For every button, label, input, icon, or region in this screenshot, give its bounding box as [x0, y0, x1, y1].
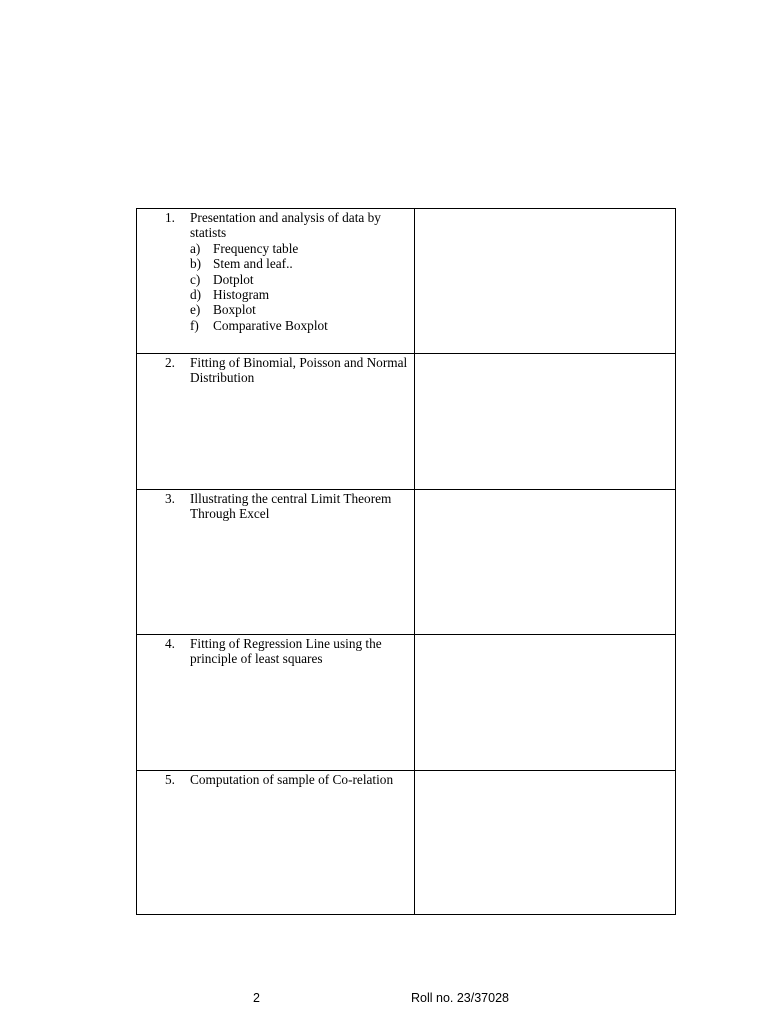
experiment-item	[137, 354, 414, 386]
sub-item-text: Comparative Boxplot	[213, 317, 328, 333]
table-row	[137, 490, 676, 635]
sub-item-list	[190, 241, 410, 333]
experiment-title: Presentation and analysis of data by statists	[190, 210, 381, 241]
experiment-item	[137, 209, 414, 333]
experiment-item	[137, 635, 414, 667]
table-row	[137, 635, 676, 771]
sub-item-text: Frequency table	[213, 240, 299, 256]
table-row	[137, 209, 676, 354]
sub-item-letter: a)	[190, 240, 201, 256]
roll-number: Roll no. 23/37028	[411, 991, 509, 1005]
experiment-title: Computation of sample of Co-relation	[190, 772, 394, 787]
table-row	[137, 771, 676, 915]
experiment-item	[137, 490, 414, 522]
sub-item-letter: c)	[190, 271, 201, 287]
experiment-number: 1.	[165, 210, 175, 225]
sub-item-letter: e)	[190, 302, 201, 318]
experiments-table	[136, 208, 676, 915]
experiment-cell	[137, 635, 415, 771]
blank-cell	[415, 771, 676, 915]
page-number: 2	[253, 991, 260, 1005]
experiment-title: Fitting of Binomial, Poisson and Normal Distribution	[190, 355, 408, 386]
table-row	[137, 354, 676, 490]
experiment-number: 4.	[165, 636, 175, 651]
sub-item-text: Dotplot	[213, 271, 254, 287]
experiment-cell	[137, 354, 415, 490]
blank-cell	[415, 490, 676, 635]
list-item	[190, 318, 410, 333]
experiment-title: Illustrating the central Limit Theorem Through Excel	[190, 491, 392, 522]
list-item	[190, 256, 410, 271]
blank-cell	[415, 635, 676, 771]
list-item	[190, 287, 410, 302]
sub-item-letter: b)	[190, 256, 202, 272]
list-item	[190, 272, 410, 287]
sub-item-text: Histogram	[213, 287, 270, 303]
experiment-cell	[137, 490, 415, 635]
experiment-number: 3.	[165, 491, 175, 506]
sub-item-letter: f)	[190, 317, 199, 333]
experiment-cell	[137, 771, 415, 915]
list-item	[190, 302, 410, 317]
experiment-cell	[137, 209, 415, 354]
experiment-number: 2.	[165, 355, 175, 370]
list-item	[190, 241, 410, 256]
sub-item-letter: d)	[190, 287, 202, 303]
experiment-item	[137, 771, 414, 787]
sub-item-text: Boxplot	[213, 302, 256, 318]
experiment-number: 5.	[165, 772, 175, 787]
sub-item-text: Stem and leaf..	[213, 256, 293, 272]
blank-cell	[415, 209, 676, 354]
experiment-title: Fitting of Regression Line using the principle of least squares	[190, 636, 382, 667]
blank-cell	[415, 354, 676, 490]
